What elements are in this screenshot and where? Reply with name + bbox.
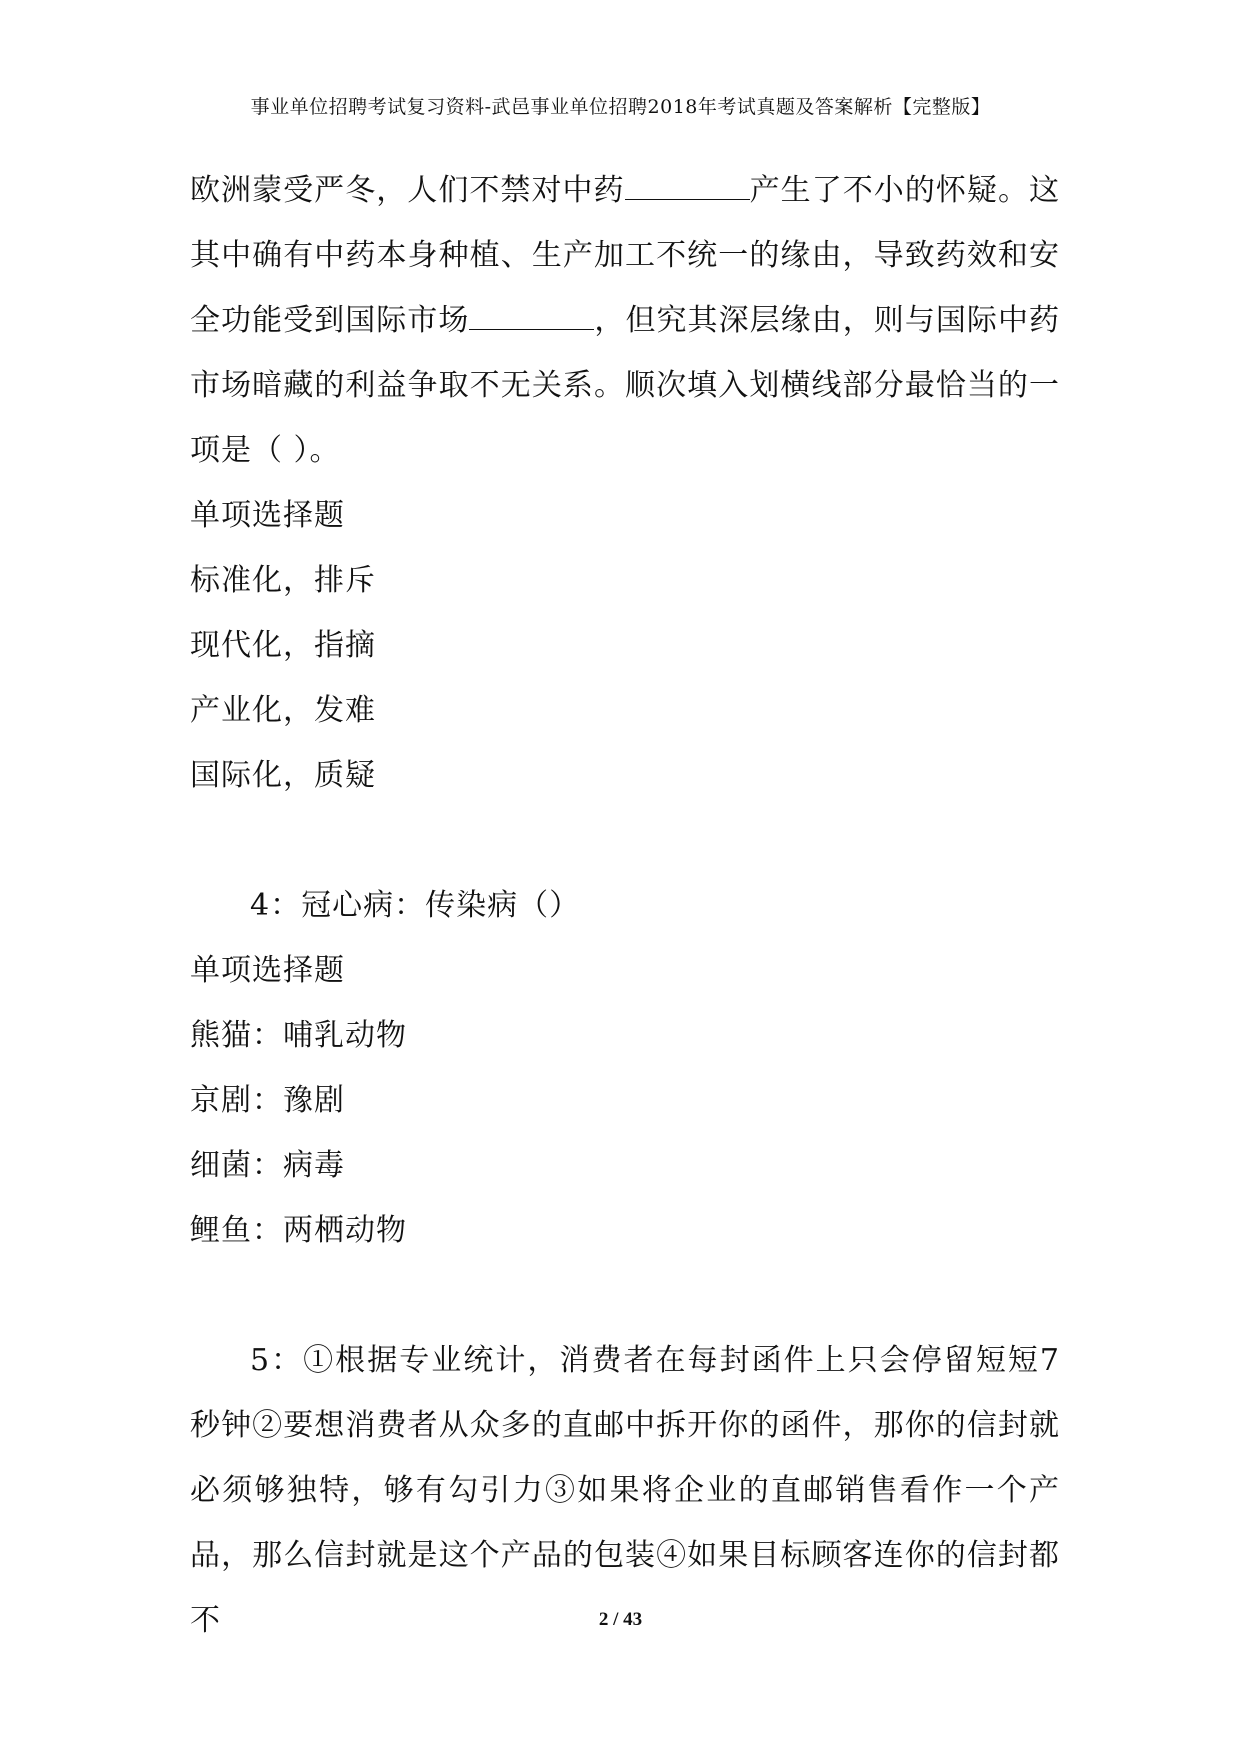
question-3-type: 单项选择题	[190, 498, 345, 533]
answer-blank-1	[625, 171, 750, 200]
question-4-type: 单项选择题	[190, 953, 345, 988]
question-3-option-c: 产业化，发难	[190, 693, 376, 728]
question-5-stem: 5：①根据专业统计，消费者在每封函件上只会停留短短7秒钟②要想消费者从众多的直邮中拆开你的函件，那你的信封就必须够独特，够有勾引力③如果将企业的直邮销售看作一个产品，那么信封就是这个产品的包装④如果目标顾客连你的信封都不	[190, 1343, 1060, 1638]
question-3-option-d: 国际化，质疑	[190, 758, 376, 793]
question-3-option-a: 标准化，排斥	[190, 563, 376, 598]
question-4-option-d: 鲤鱼：两栖动物	[190, 1213, 407, 1248]
section-spacer	[190, 808, 1060, 873]
question-3-option-b: 现代化，指摘	[190, 628, 376, 663]
answer-blank-2	[469, 301, 594, 330]
section-spacer	[190, 1263, 1060, 1328]
question-3-stem-part3: ，但究其深层缘由，则与国际中药市场暗藏的利益争取不无关系。顺次填入划横线部分最恰当的一项是（ ）。	[190, 303, 1060, 468]
question-3-stem-part2: 产生了不小的怀疑。这其中确有中药本身种植、生产加工不统一的缘由，导致药效和安全功能受到国际市场	[190, 173, 1061, 338]
question-3-stem	[190, 158, 1060, 483]
question-3-stem-part1: 欧洲蒙受严冬，人们不禁对中药	[190, 173, 625, 208]
page-header: 事业单位招聘考试复习资料-武邑事业单位招聘2018年考试真题及答案解析【完整版】	[250, 96, 991, 118]
page-number: 2 / 43	[598, 1609, 643, 1630]
question-4-option-b: 京剧：豫剧	[190, 1083, 345, 1118]
question-4-option-a: 熊猫：哺乳动物	[190, 1018, 407, 1053]
document-body	[190, 158, 1060, 1653]
question-4-stem: 4：冠心病：传染病（）	[250, 888, 581, 923]
question-4-option-c: 细菌：病毒	[190, 1148, 345, 1183]
